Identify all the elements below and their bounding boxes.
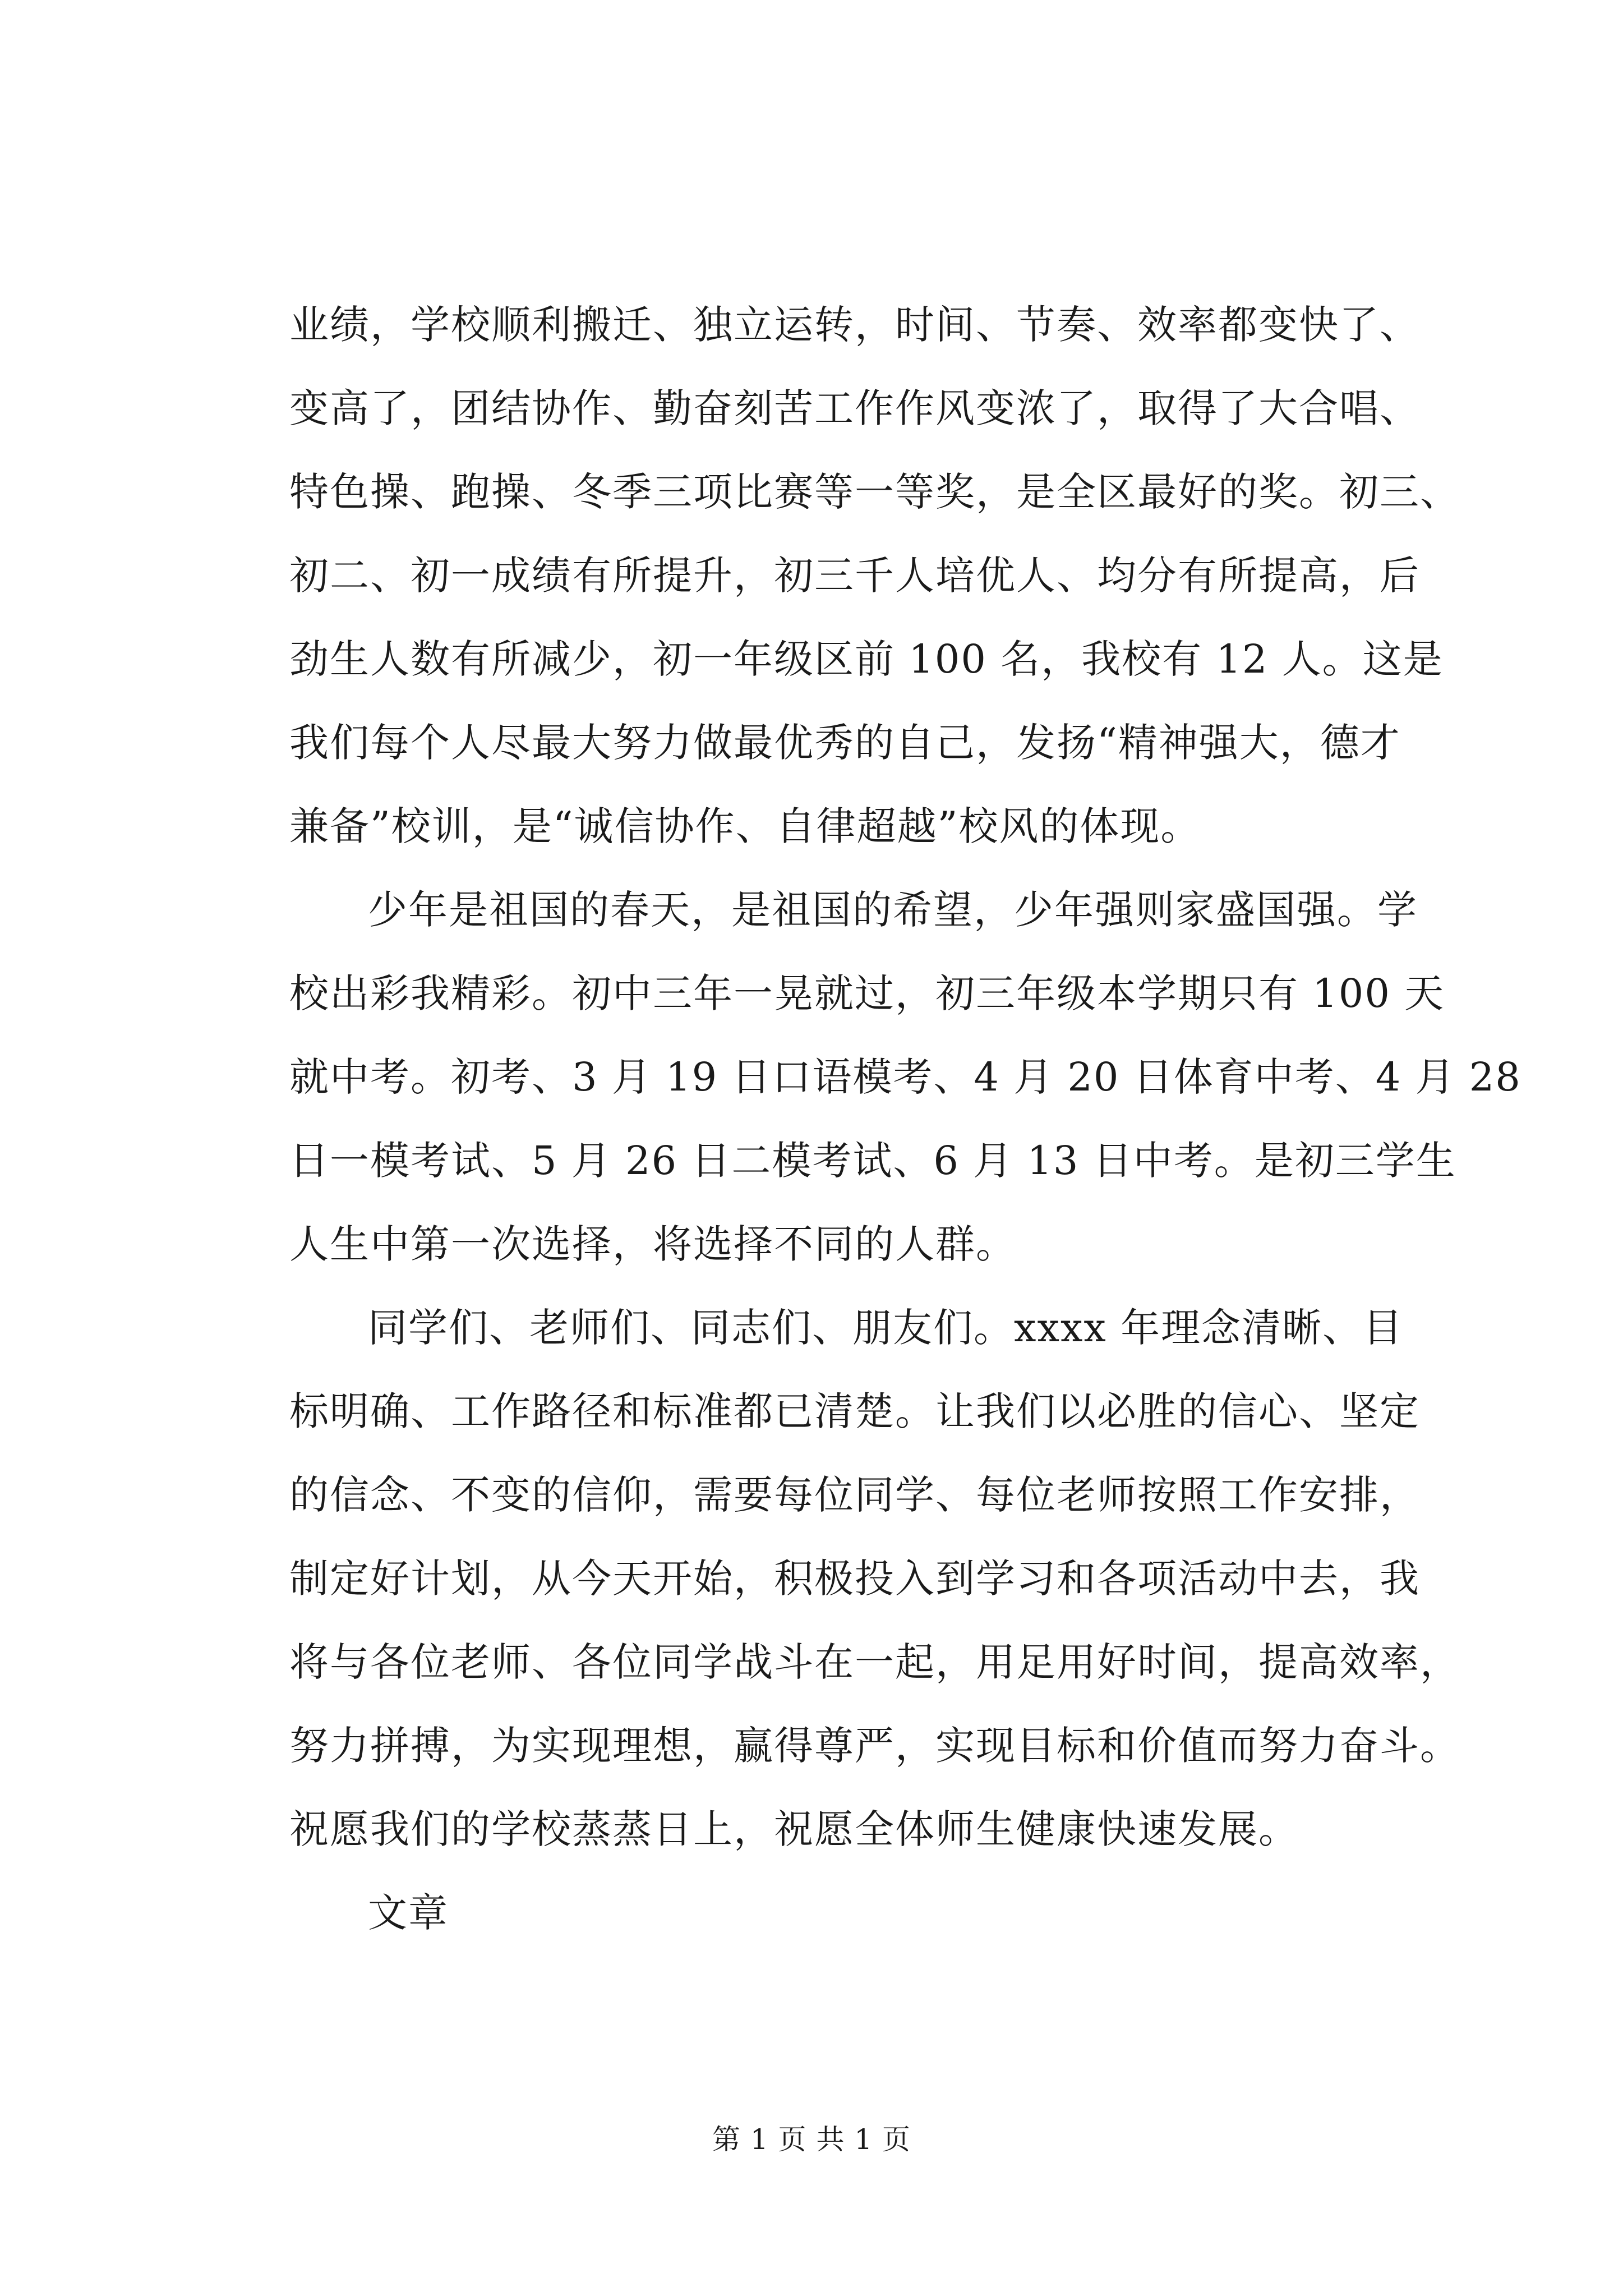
paragraph-line: 就中考。初考、3 月 19 日口语模考、4 月 20 日体育中考、4 月 28: [289, 1054, 1521, 1100]
page-number-footer: 第 1 页 共 1 页: [712, 2123, 911, 2156]
paragraph-line: 制定好计划，从今天开始，积极投入到学习和各项活动中去，我: [289, 1556, 1420, 1602]
paragraph-line: 业绩，学校顺利搬迁、独立运转，时间、节奏、效率都变快了、: [289, 302, 1420, 348]
paragraph-line: 初二、初一成绩有所提升，初三千人培优人、均分有所提高，后: [289, 553, 1420, 599]
paragraph-line: 人生中第一次选择，将选择不同的人群。: [289, 1221, 1016, 1267]
paragraph-line: 将与各位老师、各位同学战斗在一起，用足用好时间，提高效率，: [289, 1639, 1460, 1685]
paragraph-line: 变高了，团结协作、勤奋刻苦工作作风变浓了，取得了大合唱、: [289, 385, 1420, 431]
paragraph-line: 特色操、跑操、冬季三项比赛等一等奖，是全区最好的奖。初三、: [289, 469, 1460, 515]
paragraph-first-line: 少年是祖国的春天，是祖国的希望，少年强则家盛国强。学: [368, 887, 1418, 933]
paragraph-line: 标明确、工作路径和标准都已清楚。让我们以必胜的信心、坚定: [289, 1388, 1420, 1434]
document-body: [289, 283, 1521, 1955]
paragraph-line: 努力拼搏，为实现理想，赢得尊严，实现目标和价值而努力奋斗。: [289, 1723, 1460, 1769]
paragraph-line: 我们每个人尽最大努力做最优秀的自己，发扬“精神强大，德才: [289, 720, 1401, 766]
paragraph-line: 劲生人数有所减少，初一年级区前 100 名，我校有 12 人。这是: [289, 636, 1444, 682]
paragraph-line: 祝愿我们的学校蒸蒸日上，祝愿全体师生健康快速发展。: [289, 1806, 1299, 1852]
paragraph-line: 的信念、不变的信仰，需要每位同学、每位老师按照工作安排，: [289, 1472, 1420, 1518]
paragraph-first-line: 同学们、老师们、同志们、朋友们。xxxx 年理念清晰、目: [368, 1305, 1404, 1351]
paragraph-first-line: 文章: [368, 1890, 449, 1936]
paragraph-line: 兼备”校训，是“诚信协作、自律超越”校风的体现。: [289, 803, 1201, 849]
paragraph-line: 校出彩我精彩。初中三年一晃就过，初三年级本学期只有 100 天: [289, 970, 1445, 1016]
paragraph-line: 日一模考试、5 月 26 日二模考试、6 月 13 日中考。是初三学生: [289, 1138, 1456, 1184]
